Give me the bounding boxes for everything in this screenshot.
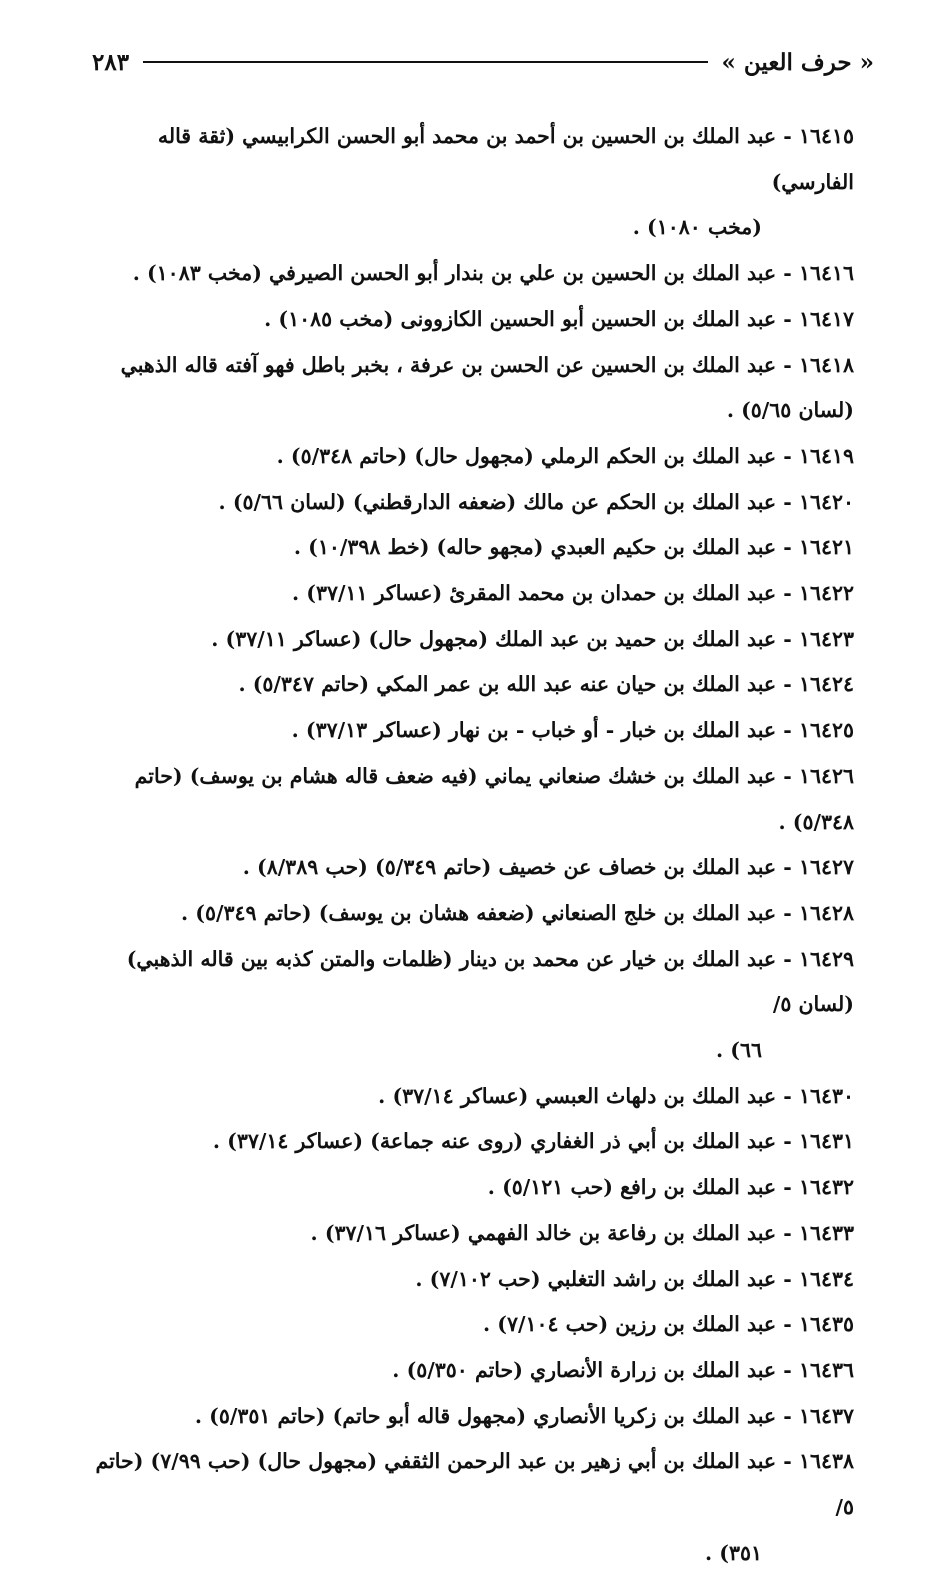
entry — [80, 343, 854, 434]
entry — [80, 1302, 854, 1348]
entry — [80, 845, 854, 891]
entry — [80, 480, 854, 526]
entry-text: ١٦٤٣٧ - عبد الملك بن زكريا الأنصاري (مجهول قاله أبو حاتم) (حاتم ٥/٣٥١) . — [194, 1403, 854, 1428]
entry-text: ١٦٤٢٠ - عبد الملك بن الحكم عن مالك (ضعفه الدارقطني) (لسان ٥/٦٦) . — [218, 489, 854, 514]
entry — [80, 1348, 854, 1394]
entry — [80, 525, 854, 571]
entry-text: ١٦٤٢٢ - عبد الملك بن حمدان بن محمد المقرئ (عساكر ٣٧/١١) . — [291, 581, 854, 606]
chapter-title: « حرف العين » — [721, 48, 874, 76]
entry — [80, 1257, 854, 1303]
entry — [80, 1074, 854, 1120]
entries-list — [80, 114, 854, 1577]
entry — [80, 937, 854, 1074]
entry-text: ١٦٤١٨ - عبد الملك بن الحسين عن الحسن بن عرفة ، بخبر باطل فهو آفته قاله الذهبي (لسان ٥/٦٥) . — [120, 352, 854, 423]
entry-text: ١٦٤٢٦ - عبد الملك بن خشك صنعاني يماني (فيه ضعف قاله هشام بن يوسف) (حاتم ٥/٣٤٨) . — [134, 763, 854, 834]
entry-text: ١٦٤١٦ - عبد الملك بن الحسين بن علي بن بندار أبو الحسن الصيرفي (مخب ١٠٨٣) . — [132, 261, 854, 286]
entry-continuation: ٦٦) . — [715, 1038, 762, 1063]
page-number: ٢٨٣ — [92, 48, 130, 76]
entry — [80, 571, 854, 617]
header-rule — [143, 61, 707, 63]
entry-text: ١٦٤٢٨ - عبد الملك بن خلج الصنعاني (ضعفه هشان بن يوسف) (حاتم ٥/٣٤٩) . — [180, 900, 854, 925]
entry — [80, 708, 854, 754]
entry-text: ١٦٤٣٤ - عبد الملك بن راشد التغلبي (حب ٧/١٠٢) . — [415, 1266, 854, 1291]
entry-text: ١٦٤٢٧ - عبد الملك بن خصاف عن خصيف (حاتم ٥/٣٤٩) (حب ٨/٣٨٩) . — [242, 855, 854, 880]
entry — [80, 1119, 854, 1165]
entry — [80, 1439, 854, 1576]
entry — [80, 297, 854, 343]
entry-text: ١٦٤٢٩ - عبد الملك بن خيار عن محمد بن دينار (ظلمات والمتن كذبه بين قاله الذهبي) (لسان ٥/ — [126, 946, 854, 1017]
entry-continuation: (مخب ١٠٨٠) . — [632, 215, 762, 240]
entry-text: ١٦٤٣٥ - عبد الملك بن رزين (حب ٧/١٠٤) . — [482, 1312, 854, 1337]
entry — [80, 891, 854, 937]
entry — [80, 114, 854, 251]
entry — [80, 1165, 854, 1211]
page-header — [92, 42, 874, 82]
entry — [80, 754, 854, 845]
entry-text: ١٦٤٣٣ - عبد الملك بن رفاعة بن خالد الفهمي (عساكر ٣٧/١٦) . — [310, 1220, 854, 1245]
entry-text: ١٦٤٣٢ - عبد الملك بن رافع (حب ٥/١٢١) . — [487, 1175, 854, 1200]
entry — [80, 662, 854, 708]
entry-continuation: ٣٥١) . — [704, 1540, 762, 1565]
entry-text: ١٦٤٣٠ - عبد الملك بن دلهاث العبسي (عساكر ٣٧/١٤) . — [378, 1083, 854, 1108]
entry-text: ١٦٤١٥ - عبد الملك بن الحسين بن أحمد بن محمد أبو الحسن الكرابيسي (ثقة قاله الفارسي) — [157, 124, 854, 194]
entry-text: ١٦٤٢٣ - عبد الملك بن حميد بن عبد الملك (مجهول حال) (عساكر ٣٧/١١) . — [211, 626, 854, 651]
entry-text: ١٦٤٢٤ - عبد الملك بن حيان عنه عبد الله بن عمر المكي (حاتم ٥/٣٤٧) . — [238, 672, 854, 697]
entry-text: ١٦٤١٧ - عبد الملك بن الحسين أبو الحسين الكازوونى (مخب ١٠٨٥) . — [264, 306, 854, 331]
entry-text: ١٦٤٣٨ - عبد الملك بن أبي زهير بن عبد الرحمن الثقفي (مجهول حال) (حب ٧/٩٩) (حاتم ٥/ — [95, 1449, 854, 1520]
entry-text: ١٦٤٢٥ - عبد الملك بن خبار - أو خباب - بن نهار (عساكر ٣٧/١٣) . — [291, 718, 854, 743]
entry-text: ١٦٤٣١ - عبد الملك بن أبي ذر الغفاري (روى عنه جماعة) (عساكر ٣٧/١٤) . — [212, 1129, 854, 1154]
entry-text: ١٦٤٢١ - عبد الملك بن حكيم العبدي (مجهو حاله) (خط ١٠/٣٩٨) . — [293, 535, 854, 560]
entry — [80, 434, 854, 480]
entry — [80, 1394, 854, 1440]
entry-text: ١٦٤١٩ - عبد الملك بن الحكم الرملي (مجهول حال) (حاتم ٥/٣٤٨) . — [276, 443, 854, 468]
entry — [80, 1211, 854, 1257]
entry-text: ١٦٤٣٦ - عبد الملك بن زرارة الأنصاري (حاتم ٥/٣٥٠) . — [392, 1357, 854, 1382]
entry — [80, 617, 854, 663]
entry — [80, 251, 854, 297]
